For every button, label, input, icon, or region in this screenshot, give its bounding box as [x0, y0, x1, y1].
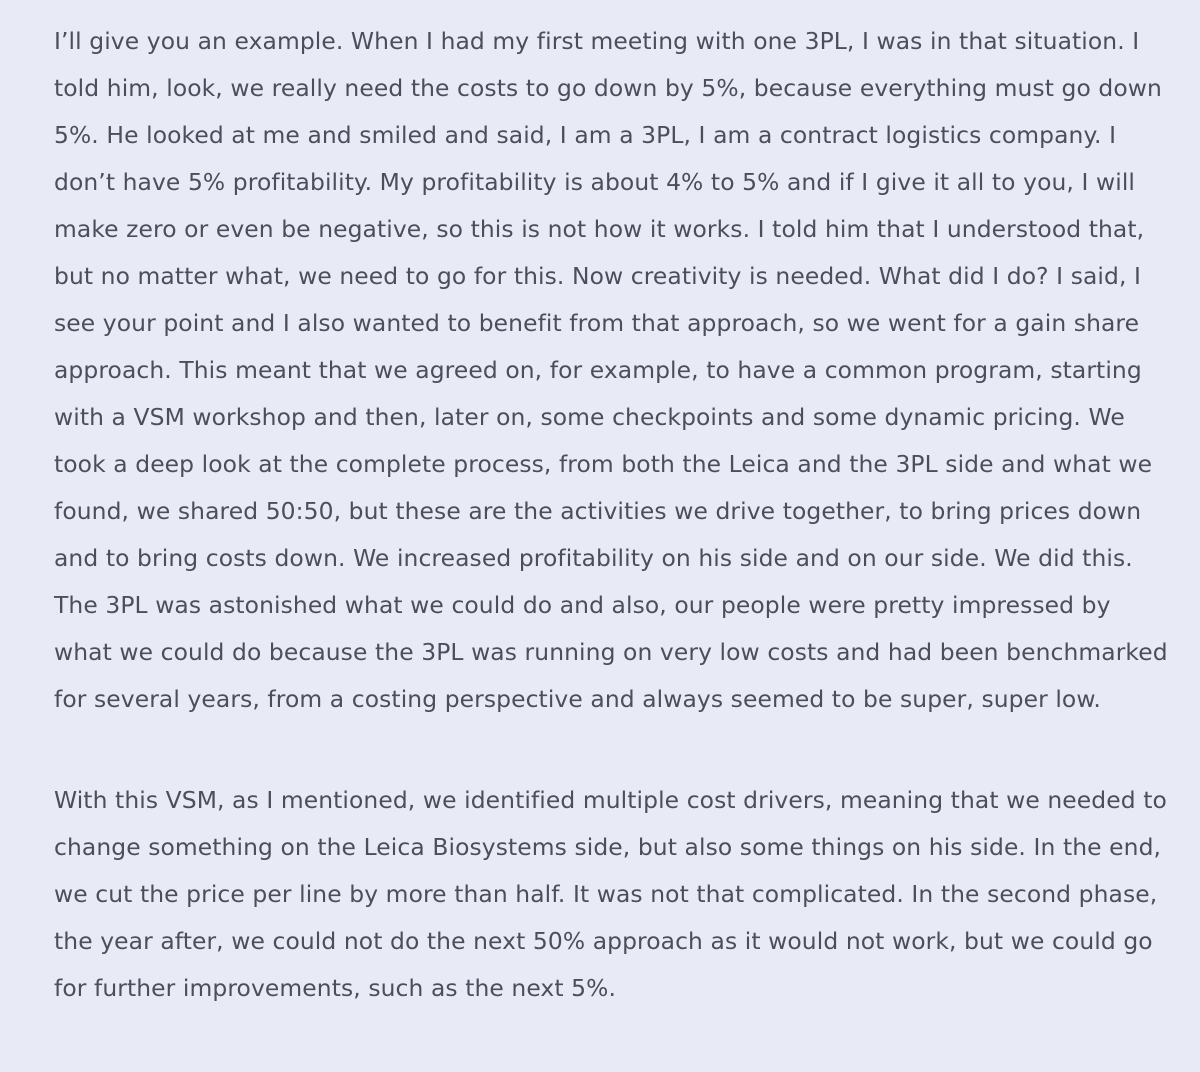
article-body: [54, 18, 1174, 1012]
paragraph-gain-share-story: I’ll give you an example. When I had my first meeting with one 3PL, I was in that situation. I told him, look, we really need the costs to go down by 5%, because everything must go down 5%. He looked at me and smiled and said, I am a 3PL, I am a contract logistics company. I don’t have 5% profitability. My profitability is about 4% to 5% and if I give it all to you, I will make zero or even be negative, so this is not how it works. I told him that I understood that, but no matter what, we need to go for this. Now creativity is needed. What did I do? I said, I see your point and I also wanted to benefit from that approach, so we went for a gain share approach. This meant that we agreed on, for example, to have a common program, starting with a VSM workshop and then, later on, some checkpoints and some dynamic pricing. We took a deep look at the complete process, from both the Leica and the 3PL side and what we found, we shared 50:50, but these are the activities we drive together, to bring prices down and to bring costs down. We increased profitability on his side and on our side. We did this. The 3PL was astonished what we could do and also, our people were pretty impressed by what we could do because the 3PL was running on very low costs and had been benchmarked for several years, from a costing perspective and always seemed to be super, super low.: [54, 27, 1168, 713]
paragraph-vsm-results: With this VSM, as I mentioned, we identified multiple cost drivers, meaning that we needed to change something on the Leica Biosystems side, but also some things on his side. In the end, we cut the price per line by more than half. It was not that complicated. In the second phase, the year after, we could not do the next 50% approach as it would not work, but we could go for further improvements, such as the next 5%.: [54, 786, 1167, 1002]
